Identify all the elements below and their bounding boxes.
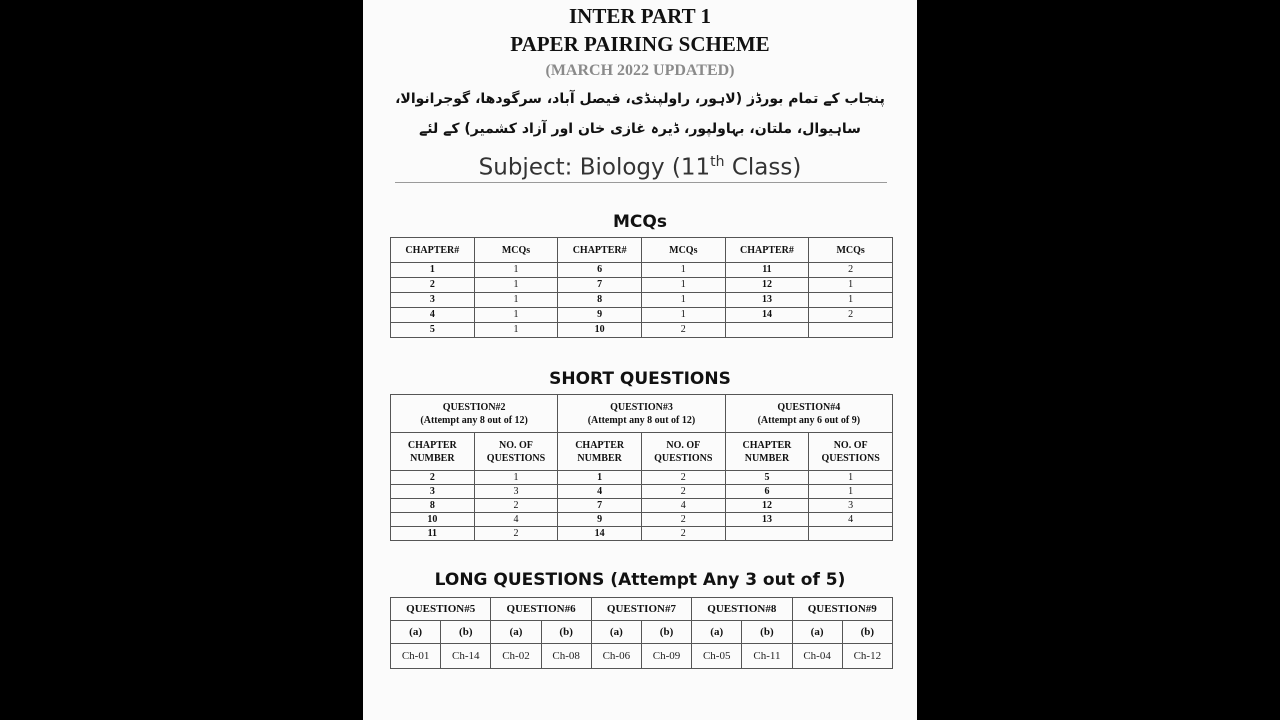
no-of-questions-header: NO. OF QUESTIONS: [474, 433, 558, 471]
count-cell: [809, 323, 893, 338]
count-cell: 2: [809, 263, 893, 278]
count-cell: 2: [474, 527, 558, 541]
mcq-header-row: [391, 238, 893, 263]
table-row: [391, 513, 893, 527]
chapter-cell: 6: [558, 263, 642, 278]
chapter-cell: 9: [558, 513, 642, 527]
chapter-cell: 9: [558, 308, 642, 323]
chapter-cell: 5: [391, 323, 475, 338]
long-question-header: QUESTION#8: [692, 598, 792, 621]
short-group-header: QUESTION#3 (Attempt any 8 out of 12): [558, 395, 725, 433]
mcq-section-title: MCQs: [613, 212, 667, 232]
count-cell: 2: [641, 485, 725, 499]
chapter-cell: 13: [725, 293, 809, 308]
mcq-table: [390, 237, 893, 338]
chapter-cell: 11: [725, 263, 809, 278]
mcq-header-cell: MCQs: [641, 238, 725, 263]
chapter-cell: 7: [558, 499, 642, 513]
subject-heading: Subject: Biology (11th Class): [478, 154, 802, 181]
count-cell: 1: [809, 485, 893, 499]
table-row: [391, 471, 893, 485]
part-a-header: (a): [792, 621, 842, 644]
count-cell: 1: [641, 293, 725, 308]
chapter-cell: 10: [391, 513, 475, 527]
long-chapter-row: [391, 644, 893, 669]
short-questions-table: [390, 394, 893, 541]
table-row: [391, 293, 893, 308]
count-cell: 4: [641, 499, 725, 513]
short-group-header: QUESTION#4 (Attempt any 6 out of 9): [725, 395, 892, 433]
chapter-cell: 1: [391, 263, 475, 278]
chapter-cell: Ch-06: [591, 644, 641, 669]
long-question-header: QUESTION#6: [491, 598, 591, 621]
chapter-cell: 7: [558, 278, 642, 293]
count-cell: 2: [641, 471, 725, 485]
mcq-header-cell: MCQs: [809, 238, 893, 263]
part-b-header: (b): [842, 621, 892, 644]
chapter-cell: 3: [391, 485, 475, 499]
chapter-cell: 10: [558, 323, 642, 338]
short-subheader-row: [391, 433, 893, 471]
count-cell: 1: [474, 278, 558, 293]
count-cell: 2: [809, 308, 893, 323]
chapter-cell: Ch-09: [641, 644, 691, 669]
chapter-cell: 5: [725, 471, 809, 485]
count-cell: 2: [641, 527, 725, 541]
part-b-header: (b): [441, 621, 491, 644]
count-cell: 2: [641, 513, 725, 527]
count-cell: 1: [641, 263, 725, 278]
chapter-cell: [725, 323, 809, 338]
long-question-header: QUESTION#7: [591, 598, 691, 621]
part-a-header: (a): [491, 621, 541, 644]
chapter-cell: 14: [725, 308, 809, 323]
chapter-cell: 11: [391, 527, 475, 541]
count-cell: 1: [641, 278, 725, 293]
document-page: [363, 0, 917, 720]
part-b-header: (b): [742, 621, 792, 644]
chapter-cell: Ch-05: [692, 644, 742, 669]
count-cell: 1: [809, 278, 893, 293]
long-questions-table: [390, 597, 893, 669]
mcq-header-cell: MCQs: [474, 238, 558, 263]
count-cell: 2: [474, 499, 558, 513]
mcq-header-cell: CHAPTER#: [558, 238, 642, 263]
title-line-1: INTER PART 1: [568, 4, 711, 28]
chapter-cell: 13: [725, 513, 809, 527]
count-cell: 1: [809, 293, 893, 308]
part-b-header: (b): [641, 621, 691, 644]
table-row: [391, 499, 893, 513]
chapter-cell: Ch-04: [792, 644, 842, 669]
mcq-header-cell: CHAPTER#: [725, 238, 809, 263]
part-a-header: (a): [692, 621, 742, 644]
no-of-questions-header: NO. OF QUESTIONS: [641, 433, 725, 471]
count-cell: 4: [809, 513, 893, 527]
chapter-cell: 12: [725, 278, 809, 293]
mcq-header-cell: CHAPTER#: [391, 238, 475, 263]
chapter-number-header: CHAPTER NUMBER: [558, 433, 642, 471]
long-question-header: QUESTION#5: [391, 598, 491, 621]
chapter-cell: 4: [391, 308, 475, 323]
chapter-cell: Ch-08: [541, 644, 591, 669]
count-cell: 1: [641, 308, 725, 323]
long-question-header-row: [391, 598, 893, 621]
short-group-header: QUESTION#2 (Attempt any 8 out of 12): [391, 395, 558, 433]
part-b-header: (b): [541, 621, 591, 644]
count-cell: 1: [474, 308, 558, 323]
part-a-header: (a): [391, 621, 441, 644]
urdu-boards-line-2: ساہیوال، ملتان، بہاولپور، ڈیرہ غازی خان اور آزاد کشمیر) کے لئے: [419, 121, 861, 137]
chapter-cell: Ch-11: [742, 644, 792, 669]
count-cell: 1: [809, 471, 893, 485]
count-cell: 3: [474, 485, 558, 499]
count-cell: 4: [474, 513, 558, 527]
no-of-questions-header: NO. OF QUESTIONS: [809, 433, 893, 471]
short-group-header-row: [391, 395, 893, 433]
chapter-cell: 6: [725, 485, 809, 499]
count-cell: 1: [474, 293, 558, 308]
table-row: [391, 485, 893, 499]
chapter-cell: [725, 527, 809, 541]
count-cell: 1: [474, 263, 558, 278]
chapter-cell: 8: [558, 293, 642, 308]
table-row: [391, 278, 893, 293]
count-cell: 1: [474, 323, 558, 338]
chapter-cell: 2: [391, 471, 475, 485]
chapter-cell: 3: [391, 293, 475, 308]
table-row: [391, 263, 893, 278]
count-cell: 3: [809, 499, 893, 513]
chapter-cell: 2: [391, 278, 475, 293]
long-questions-title: LONG QUESTIONS (Attempt Any 3 out of 5): [434, 570, 846, 590]
update-note: (MARCH 2022 UPDATED): [545, 62, 735, 79]
chapter-cell: 14: [558, 527, 642, 541]
chapter-cell: Ch-02: [491, 644, 541, 669]
table-row: [391, 308, 893, 323]
count-cell: [809, 527, 893, 541]
divider: [395, 182, 887, 183]
table-row: [391, 323, 893, 338]
chapter-cell: Ch-14: [441, 644, 491, 669]
table-row: [391, 527, 893, 541]
part-a-header: (a): [591, 621, 641, 644]
short-questions-title: SHORT QUESTIONS: [549, 369, 731, 389]
chapter-cell: Ch-12: [842, 644, 892, 669]
title-line-2: PAPER PAIRING SCHEME: [510, 32, 770, 56]
urdu-boards-line-1: پنجاب کے تمام بورڈز (لاہور، راولپنڈی، فیصل آباد، سرگودھا، گوجرانوالا،: [395, 91, 885, 107]
count-cell: 2: [641, 323, 725, 338]
long-part-row: [391, 621, 893, 644]
chapter-cell: 8: [391, 499, 475, 513]
chapter-number-header: CHAPTER NUMBER: [391, 433, 475, 471]
chapter-cell: 1: [558, 471, 642, 485]
chapter-cell: 12: [725, 499, 809, 513]
chapter-cell: 4: [558, 485, 642, 499]
chapter-number-header: CHAPTER NUMBER: [725, 433, 809, 471]
chapter-cell: Ch-01: [391, 644, 441, 669]
long-question-header: QUESTION#9: [792, 598, 893, 621]
count-cell: 1: [474, 471, 558, 485]
